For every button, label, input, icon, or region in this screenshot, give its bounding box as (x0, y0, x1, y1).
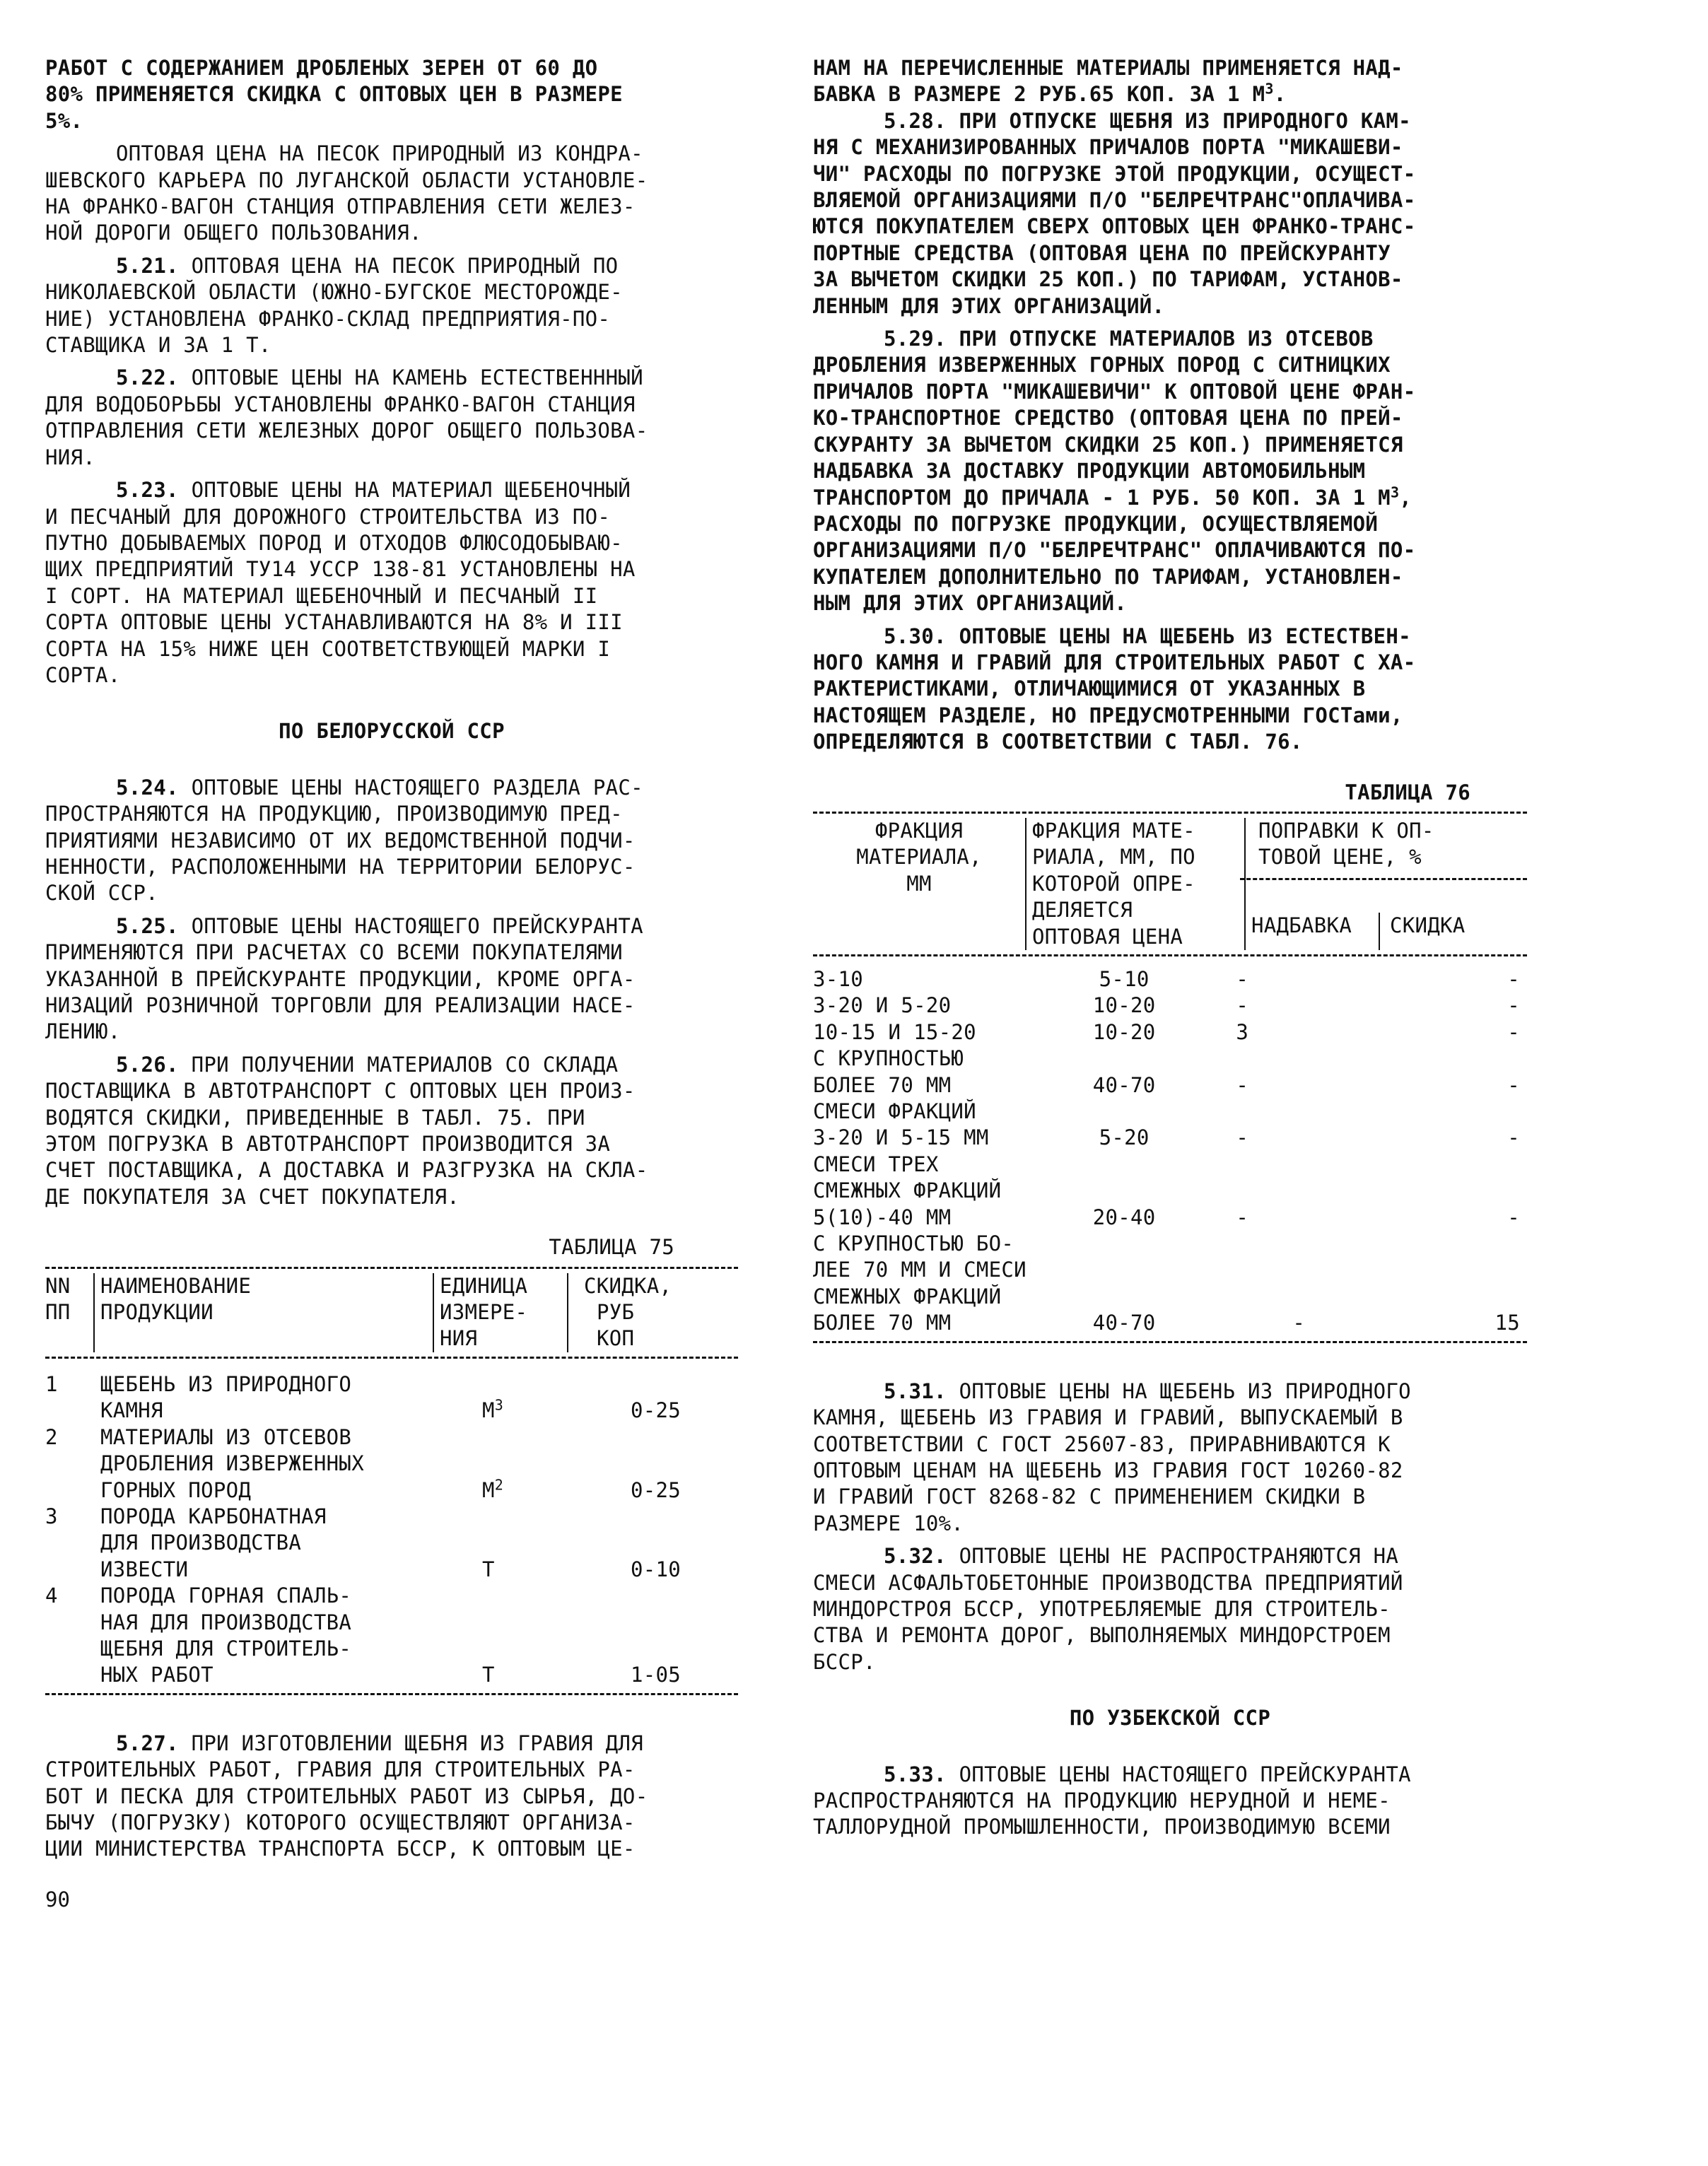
cell-text: 3-20 И 5-20 (813, 993, 952, 1018)
cell-text: БОЛЕЕ 70 ММ (813, 1311, 952, 1335)
text-line: ПРИЧАЛОВ ПОРТА "МИКАШЕВИЧИ" К ОПТОВОЙ ЦЕНЕ ФРАН- (813, 379, 1416, 404)
table-row (813, 1099, 1527, 1152)
text-line: I СОРТ. НА МАТЕРИАЛ ЩЕБЕНОЧНЫЙ И ПЕСЧАНЫЙ II (45, 583, 598, 608)
cell-text: СМЕСИ ФРАКЦИЙ (813, 1099, 976, 1124)
paragraph-5-25 (45, 913, 738, 1046)
cell-text: М (482, 1477, 495, 1502)
paragraph-5-23 (45, 477, 738, 689)
text-line: ЗА ВЫЧЕТОМ СКИДКИ 25 КОП.) ПО ТАРИФАМ, УСТАНОВ- (813, 267, 1403, 292)
paragraph-5-22 (45, 365, 738, 471)
header-text: РИАЛА, ММ, ПО (1032, 845, 1195, 870)
text-line: . (1273, 82, 1287, 107)
text-line: ЮТСЯ ПОКУПАТЕЛЕМ СВЕРХ ОПТОВЫХ ЦЕН ФРАНКО-ТРАНС- (813, 214, 1416, 239)
cell-text: ПОРОДА ГОРНАЯ СПАЛЬ- (100, 1583, 352, 1608)
text-line: ОТПРАВЛЕНИЯ СЕТИ ЖЕЛЕЗНЫХ ДОРОГ ОБЩЕГО ПОЛЬЗОВА- (45, 418, 648, 443)
text-line: РАСХОДЫ ПО ПОГРУЗКЕ ПРОДУКЦИИ, ОСУЩЕСТВЛЯЕМОЙ (813, 511, 1379, 536)
text-line: ЛЕНИЮ. (45, 1019, 121, 1044)
header-discount: СКИДКА (1379, 913, 1527, 950)
cell-text: СМЕЖНЫХ ФРАКЦИЙ (813, 1284, 1002, 1309)
text-line: НИЗАЦИЙ РОЗНИЧНОЙ ТОРГОВЛИ ДЛЯ РЕАЛИЗАЦИИ НАСЕ- (45, 993, 636, 1017)
cell-text: М (482, 1398, 495, 1423)
paragraph-number: 5.26. (116, 1052, 179, 1077)
text-line: НАМ НА ПЕРЕЧИСЛЕННЫЕ МАТЕРИАЛЫ ПРИМЕНЯЕТСЯ НАД- (813, 56, 1403, 80)
cell-text: 3-20 И 5-15 ММ (813, 1125, 989, 1150)
cell-text: СМЕСИ ТРЕХ (813, 1152, 939, 1176)
header-text: ПРОДУКЦИИ (100, 1300, 214, 1325)
text-line: НИЯ. (45, 445, 96, 469)
text-line: ОРГАНИЗАЦИЯМИ П/О "БЕЛРЕЧТРАНС" ОПЛАЧИВАЮТСЯ ПО- (813, 538, 1416, 563)
text-line: НЯ С МЕХАНИЗИРОВАННЫХ ПРИЧАЛОВ ПОРТА "МИКАШЕВИ- (813, 135, 1403, 160)
row-surcharge: - (1236, 1072, 1249, 1097)
row-price-fraction: 10-20 (1092, 993, 1156, 1018)
text-line: ПРИ ПОЛУЧЕНИИ МАТЕРИАЛОВ СО СКЛАДА (178, 1052, 619, 1077)
row-unit (433, 1371, 609, 1424)
text-line: ОПТОВЫЕ ЦЕНЫ НАСТОЯЩЕГО ПРЕЙСКУРАНТА (178, 913, 643, 938)
table-rule (45, 1357, 738, 1359)
paragraph-5-31 (813, 1378, 1527, 1537)
header-discount (568, 1273, 738, 1352)
text-line: БССР. (813, 1649, 876, 1674)
row-discount: - (1507, 1205, 1520, 1229)
cell-text: ИЗВЕСТИ (100, 1557, 189, 1581)
header-text: МАТЕРИАЛА, (856, 845, 982, 870)
text-line: 5%. (45, 108, 83, 133)
table-76 (813, 812, 1527, 1343)
row-fraction (813, 1019, 1026, 1046)
text-line: ПУТНО ДОБЫВАЕМЫХ ПОРОД И ОТХОДОВ ФЛЮСОДОБЫВАЮ- (45, 530, 623, 555)
header-text: ПП (45, 1300, 71, 1325)
cell-text: МАТЕРИАЛЫ ИЗ ОТСЕВОВ (100, 1424, 352, 1449)
text-line: ЦИИ МИНИСТЕРСТВА ТРАНСПОРТА БССР, К ОПТОВЫМ ЦЕ- (45, 1837, 636, 1861)
cell-text: С КРУПНОСТЬЮ (813, 1046, 964, 1071)
cell-text: Т (482, 1663, 495, 1687)
row-num: 1 (45, 1371, 58, 1396)
paragraph-5-33 (813, 1762, 1527, 1841)
table-row (813, 966, 1527, 993)
table-row (813, 1046, 1527, 1099)
header-corrections (1245, 818, 1527, 913)
text-line: НЫМ ДЛЯ ЭТИХ ОРГАНИЗАЦИЙ. (813, 591, 1127, 616)
row-unit (433, 1504, 609, 1583)
text-line: СТАВЩИКА И ЗА 1 Т. (45, 333, 271, 358)
text-line: КО-ТРАНСПОРТНОЕ СРЕДСТВО (ОПТОВАЯ ЦЕНА ПО ПРЕЙ- (813, 406, 1403, 431)
header-unit (433, 1273, 568, 1352)
row-fraction (813, 993, 1026, 1019)
text-line: НАДБАВКА ЗА ДОСТАВКУ ПРОДУКЦИИ АВТОМОБИЛЬНЫМ (813, 459, 1366, 484)
table-row (45, 1424, 738, 1504)
text-line: СМЕСИ АСФАЛЬТОБЕТОННЫЕ ПРОИЗВОДСТВА ПРЕДПРИЯТИЙ (813, 1570, 1403, 1595)
table-76-body (813, 966, 1527, 1337)
row-discount: - (1507, 1072, 1520, 1097)
text-line: ЩИХ ПРЕДПРИЯТИЙ ТУ14 УССР 138-81 УСТАНОВЛЕНЫ НА (45, 557, 636, 582)
text-line: ОПТОВЫЕ ЦЕНЫ НАСТОЯЩЕГО РАЗДЕЛА РАС- (178, 775, 643, 800)
text-line: ОПТОВЫЕ ЦЕНЫ НЕ РАСПРОСТРАНЯЮТСЯ НА (946, 1544, 1399, 1569)
cell-text: 10-15 И 15-20 (813, 1019, 976, 1044)
text-line: НА ФРАНКО-ВАГОН СТАНЦИЯ ОТПРАВЛЕНИЯ СЕТИ ЖЕЛЕЗ- (45, 194, 636, 219)
header-text: ДЕЛЯЕТСЯ (1032, 898, 1133, 923)
paragraph-5-26 (45, 1052, 738, 1210)
cell-text: НЫХ РАБОТ (100, 1663, 214, 1687)
table-row (813, 993, 1527, 1019)
table-row (813, 1019, 1527, 1046)
header-text: КОТОРОЙ ОПРЕ- (1032, 871, 1195, 896)
text-line: НОЙ ДОРОГИ ОБЩЕГО ПОЛЬЗОВАНИЯ. (45, 221, 422, 245)
text-line: РАСПРОСТРАНЯЮТСЯ НА ПРОДУКЦИЮ НЕРУДНОЙ И НЕМЕ- (813, 1788, 1391, 1813)
text-line: ОПТОВЫЕ ЦЕНЫ НА МАТЕРИАЛ ЩЕБЕНОЧНЫЙ (178, 478, 631, 503)
table-75-header (45, 1273, 738, 1352)
row-name (93, 1371, 433, 1424)
text-line: СОРТА. (45, 662, 121, 687)
row-surcharge: - (1292, 1311, 1306, 1335)
text-line: НАСТОЯЩЕМ РАЗДЕЛЕ, НО ПРЕДУСМОТРЕННЫМИ ГОСТами, (813, 703, 1403, 727)
paragraph-5-28 (813, 108, 1527, 320)
row-fraction (813, 966, 1026, 993)
text-line: ДЛЯ ВОДОБОРЬБЫ УСТАНОВЛЕНЫ ФРАНКО-ВАГОН СТАНЦИЯ (45, 392, 636, 416)
header-price-fraction (1026, 818, 1245, 950)
text-line: КУПАТЕЛЕМ ДОПОЛНИТЕЛЬНО ПО ТАРИФАМ, УСТАНОВЛЕН- (813, 564, 1403, 589)
header-text: ИЗМЕРЕ- (440, 1300, 528, 1325)
table-rule (813, 812, 1527, 814)
text-line: ОПТОВЫЕ ЦЕНЫ НАСТОЯЩЕГО ПРЕЙСКУРАНТА (946, 1762, 1411, 1786)
text-line: ПРИЯТИЯМИ НЕЗАВИСИМО ОТ ИХ ВЕДОМСТВЕННОЙ ПОДЧИ- (45, 828, 636, 853)
table-75 (45, 1267, 738, 1695)
row-surcharge: - (1236, 967, 1249, 991)
paragraph-number: 5.30. (884, 624, 947, 648)
paragraph-5-29 (813, 326, 1527, 616)
row-fraction (813, 1099, 1026, 1152)
row-discount: - (1507, 967, 1520, 991)
text-line: РАКТЕРИСТИКАМИ, ОТЛИЧАЮЩИМИСЯ ОТ УКАЗАННЫХ В (813, 677, 1366, 701)
text-line: ЭТОМ ПОГРУЗКА В АВТОТРАНСПОРТ ПРОИЗВОДИТСЯ ЗА (45, 1132, 611, 1157)
text-line: РАБОТ С СОДЕРЖАНИЕМ ДРОБЛЕНЫХ ЗЕРЕН ОТ 60 ДО (45, 56, 598, 80)
header-text: NN (45, 1273, 71, 1298)
text-line: ДРОБЛЕНИЯ ИЗВЕРЖЕННЫХ ГОРНЫХ ПОРОД С СИТНИЦКИХ (813, 353, 1391, 377)
text-line: БОТ И ПЕСКА ДЛЯ СТРОИТЕЛЬНЫХ РАБОТ ИЗ СЫРЬЯ, ДО- (45, 1784, 648, 1808)
paragraph-number: 5.22. (116, 365, 179, 390)
paragraph-number: 5.32. (884, 1544, 947, 1569)
text-line: ПОСТАВЩИКА В АВТОТРАНСПОРТ С ОПТОВЫХ ЦЕН ПРОИЗ- (45, 1079, 636, 1104)
cell-text: 3-10 (813, 967, 864, 991)
text-line: СКУРАНТУ ЗА ВЫЧЕТОМ СКИДКИ 25 КОП.) ПРИМЕНЯЕТСЯ (813, 432, 1403, 457)
text-line: ОПТОВЫЕ ЦЕНЫ НА ЩЕБЕНЬ ИЗ ПРИРОДНОГО (946, 1378, 1411, 1403)
paragraph-continuation (813, 55, 1527, 108)
row-fraction (813, 1152, 1026, 1231)
text-line: КАМНЯ, ЩЕБЕНЬ ИЗ ГРАВИЯ И ГРАВИЙ, ВЫПУСКАЕМЫЙ В (813, 1405, 1403, 1430)
text-line: НЕННОСТИ, РАСПОЛОЖЕННЫМИ НА ТЕРРИТОРИИ БЕЛОРУС- (45, 854, 636, 879)
paragraph-number: 5.25. (116, 913, 179, 938)
cell-text: ПОРОДА КАРБОНАТНАЯ (100, 1504, 327, 1528)
paragraph-sand-kondrashevsky (45, 141, 738, 247)
text-line: БЫЧУ (ПОГРУЗКУ) КОТОРОГО ОСУЩЕСТВЛЯЮТ ОРГАНИЗА- (45, 1810, 636, 1834)
cell-text: ДЛЯ ПРОИЗВОДСТВА (100, 1530, 302, 1555)
paragraph-intro (45, 55, 738, 134)
paragraph-number: 5.28. (884, 108, 947, 133)
text-line: УКАЗАННОЙ В ПРЕЙСКУРАНТЕ ПРОДУКЦИИ, КРОМЕ ОРГА- (45, 966, 636, 991)
header-num (45, 1273, 94, 1352)
text-line: СОРТА ОПТОВЫЕ ЦЕНЫ УСТАНАВЛИВАЮТСЯ НА 8% И III (45, 610, 623, 635)
text-line: ВОДЯТСЯ СКИДКИ, ПРИВЕДЕННЫЕ В ТАБЛ. 75. ПРИ (45, 1105, 585, 1130)
cell-text: ЩЕБНЯ ДЛЯ СТРОИТЕЛЬ- (100, 1636, 352, 1661)
text-line: ПРИ ИЗГОТОВЛЕНИИ ЩЕБНЯ ИЗ ГРАВИЯ ДЛЯ (178, 1731, 643, 1755)
paragraph-number: 5.33. (884, 1762, 947, 1786)
cell-text: С КРУПНОСТЬЮ БО- (813, 1231, 1014, 1256)
row-price-fraction: 5-20 (1099, 1125, 1150, 1150)
text-line: ОПТОВАЯ ЦЕНА НА ПЕСОК ПРИРОДНЫЙ ПО (178, 253, 619, 278)
row-surcharge: - (1236, 1205, 1249, 1229)
row-surcharge: - (1236, 993, 1249, 1018)
row-price-fraction: 20-40 (1092, 1205, 1156, 1229)
cell-text: ЛЕЕ 70 ММ И СМЕСИ (813, 1258, 1026, 1282)
header-text: НИЯ (440, 1326, 478, 1351)
row-price-fraction: 40-70 (1092, 1311, 1156, 1335)
text-line: НОГО КАМНЯ И ГРАВИЙ ДЛЯ СТРОИТЕЛЬНЫХ РАБОТ С ХА- (813, 650, 1416, 674)
row-unit (433, 1583, 609, 1689)
text-line: ЧИ" РАСХОДЫ ПО ПОГРУЗКЕ ЭТОЙ ПРОДУКЦИИ, ОСУЩЕСТ- (813, 161, 1416, 186)
paragraph-5-30 (813, 624, 1527, 756)
row-name (93, 1424, 433, 1504)
paragraph-5-24 (45, 775, 738, 907)
header-text: КОП (597, 1326, 635, 1351)
row-surcharge: 3 (1236, 1019, 1249, 1044)
page-number: 90 (45, 1887, 70, 1912)
header-text: ОПТОВАЯ ЦЕНА (1032, 924, 1183, 949)
text-line: ОПТОВЫЕ ЦЕНЫ НА ЩЕБЕНЬ ИЗ ЕСТЕСТВЕН- (946, 624, 1411, 648)
table-row (813, 1231, 1527, 1337)
section-heading-uzbekistan: ПО УЗБЕКСКОЙ ССР (1069, 1706, 1271, 1731)
cell-text: БОЛЕЕ 70 ММ (813, 1072, 952, 1097)
header-text: ТОВОЙ ЦЕНЕ, % (1258, 845, 1422, 870)
table-row (45, 1583, 738, 1689)
paragraph-number: 5.23. (116, 478, 179, 503)
row-num: 4 (45, 1583, 58, 1608)
cell-text: КАМНЯ (100, 1398, 163, 1423)
text-line: МИНДОРСТРОЯ БССР, УПОТРЕБЛЯЕМЫЕ ДЛЯ СТРОИТЕЛЬ- (813, 1596, 1391, 1621)
row-discount: - (1507, 1125, 1520, 1150)
cell-text: Т (482, 1557, 495, 1581)
text-line: , (1399, 485, 1412, 510)
paragraph-5-27 (45, 1731, 738, 1863)
table-75-caption: ТАБЛИЦА 75 (549, 1235, 674, 1260)
row-price-fraction: 10-20 (1092, 1019, 1156, 1044)
row-value: 0-10 (631, 1557, 682, 1581)
header-surcharge: НАДБАВКА (1245, 913, 1379, 950)
text-line: ПРИ ОТПУСКЕ ЩЕБНЯ ИЗ ПРИРОДНОГО КАМ- (946, 108, 1411, 133)
paragraph-number: 5.24. (116, 775, 179, 800)
text-line: СОРТА НА 15% НИЖЕ ЦЕН СООТВЕТСТВУЮЩЕЙ МАРКИ I (45, 636, 611, 661)
text-line: СЧЕТ ПОСТАВЩИКА, А ДОСТАВКА И РАЗГРУЗКА НА СКЛА- (45, 1158, 648, 1183)
cell-text: СМЕЖНЫХ ФРАКЦИЙ (813, 1178, 1002, 1203)
cell-text: ЩЕБЕНЬ ИЗ ПРИРОДНОГО (100, 1371, 352, 1396)
header-text: ФРАКЦИЯ (875, 818, 964, 843)
paragraph-number: 5.21. (116, 253, 179, 278)
header-text: ФРАКЦИЯ МАТЕ- (1032, 818, 1195, 843)
text-line: СООТВЕТСТВИИ С ГОСТ 25607-83, ПРИРАВНИВАЮТСЯ К (813, 1432, 1391, 1456)
header-name (94, 1273, 433, 1352)
text-line: ОПРЕДЕЛЯЮТСЯ В СООТВЕТСТВИИ С ТАБЛ. 76. (813, 730, 1303, 754)
cell-text: ГОРНЫХ ПОРОД (100, 1477, 252, 1502)
text-line: И ПЕСЧАНЫЙ ДЛЯ ДОРОЖНОГО СТРОИТЕЛЬСТВА ИЗ ПО- (45, 504, 611, 529)
left-column (45, 55, 738, 1863)
text-line: СТРОИТЕЛЬНЫХ РАБОТ, ГРАВИЯ ДЛЯ СТРОИТЕЛЬНЫХ РА- (45, 1757, 636, 1782)
header-fraction (813, 818, 1026, 950)
table-rule (45, 1693, 738, 1695)
table-rule (813, 954, 1527, 956)
unit-superscript: 3 (1390, 483, 1400, 500)
text-line: ЛЕННЫМ ДЛЯ ЭТИХ ОРГАНИЗАЦИЙ. (813, 293, 1165, 318)
text-line: БАВКА В РАЗМЕРЕ 2 РУБ.65 КОП. ЗА 1 М (813, 82, 1265, 107)
text-line: НИКОЛАЕВСКОЙ ОБЛАСТИ (ЮЖНО-БУГСКОЕ МЕСТОРОЖДЕ- (45, 280, 623, 305)
row-discount: 15 (1494, 1311, 1520, 1335)
row-value: 1-05 (631, 1663, 682, 1687)
text-line: ПРИМЕНЯЮТСЯ ПРИ РАСЧЕТАХ СО ВСЕМИ ПОКУПАТЕЛЯМИ (45, 940, 623, 965)
unit-superscript: 2 (494, 1475, 504, 1493)
row-name (93, 1504, 433, 1583)
text-line: ДЕ ПОКУПАТЕЛЯ ЗА СЧЕТ ПОКУПАТЕЛЯ. (45, 1184, 460, 1209)
row-name (93, 1583, 433, 1689)
header-text: СКИДКА, (584, 1273, 672, 1298)
text-line: 80% ПРИМЕНЯЕТСЯ СКИДКА С ОПТОВЫХ ЦЕН В РАЗМЕРЕ (45, 82, 623, 107)
table-rule (813, 1341, 1527, 1343)
cell-text: ДРОБЛЕНИЯ ИЗВЕРЖЕННЫХ (100, 1451, 364, 1476)
table-76-caption: ТАБЛИЦА 76 (1345, 780, 1470, 804)
cell-text: 5(10)-40 ММ (813, 1205, 952, 1229)
text-line: ОПТОВЫЕ ЦЕНЫ НА КАМЕНЬ ЕСТЕСТВЕНННЫЙ (178, 365, 643, 390)
row-num: 3 (45, 1504, 58, 1528)
text-line: ПРОСТРАНЯЮТСЯ НА ПРОДУКЦИЮ, ПРОИЗВОДИМУЮ ПРЕД- (45, 802, 623, 826)
header-text: ЕДИНИЦА (440, 1273, 528, 1298)
text-line: ПОРТНЫЕ СРЕДСТВА (ОПТОВАЯ ЦЕНА ПО ПРЕЙСКУРАНТУ (813, 240, 1391, 265)
row-value: 0-25 (631, 1398, 682, 1423)
cell-text: НАЯ ДЛЯ ПРОИЗВОДСТВА (100, 1610, 352, 1634)
row-num: 2 (45, 1424, 58, 1449)
text-line: ОПТОВЫМ ЦЕНАМ НА ЩЕБЕНЬ ИЗ ГРАВИЯ ГОСТ 10260-82 (813, 1458, 1403, 1482)
table-row (813, 1152, 1527, 1231)
row-surcharge: - (1236, 1125, 1249, 1150)
text-line: СТВА И РЕМОНТА ДОРОГ, ВЫПОЛНЯЕМЫХ МИНДОРСТРОЕМ (813, 1623, 1391, 1648)
header-text: РУБ (597, 1300, 635, 1325)
row-unit (433, 1424, 609, 1504)
text-line: СКОЙ ССР. (45, 881, 158, 906)
table-75-body (45, 1371, 738, 1689)
row-fraction (813, 1231, 1026, 1337)
paragraph-5-21 (45, 253, 738, 359)
text-line: ОПТОВАЯ ЦЕНА НА ПЕСОК ПРИРОДНЫЙ ИЗ КОНДРА- (116, 141, 643, 166)
paragraph-number: 5.29. (884, 327, 947, 351)
text-line: ТРАНСПОРТОМ ДО ПРИЧАЛА - 1 РУБ. 50 КОП. ЗА 1 М (813, 485, 1391, 510)
row-discount: - (1507, 993, 1520, 1018)
text-line: ТАЛЛОРУДНОЙ ПРОМЫШЛЕННОСТИ, ПРОИЗВОДИМУЮ ВСЕМИ (813, 1815, 1391, 1839)
table-row (45, 1504, 738, 1583)
header-text: ММ (906, 871, 932, 896)
text-line: НИЕ) УСТАНОВЛЕНА ФРАНКО-СКЛАД ПРЕДПРИЯТИЯ-ПО- (45, 306, 611, 331)
row-price-fraction: 5-10 (1099, 967, 1150, 991)
table-76-header (813, 818, 1527, 950)
header-text: ПОПРАВКИ К ОП- (1258, 818, 1434, 843)
row-fraction (813, 1046, 1026, 1099)
unit-superscript: 3 (1265, 80, 1274, 98)
text-line: РАЗМЕРЕ 10%. (813, 1511, 964, 1535)
paragraph-5-32 (813, 1543, 1527, 1675)
text-line: И ГРАВИЙ ГОСТ 8268-82 С ПРИМЕНЕНИЕМ СКИДКИ В (813, 1485, 1366, 1509)
paragraph-number: 5.31. (884, 1378, 947, 1403)
text-line: ВЛЯЕМОЙ ОРГАНИЗАЦИЯМИ П/О "БЕЛРЕЧТРАНС"ОПЛАЧИВА- (813, 188, 1416, 213)
row-discount: - (1507, 1019, 1520, 1044)
right-column (813, 55, 1527, 1841)
unit-superscript: 3 (494, 1396, 504, 1414)
text-line: ПРИ ОТПУСКЕ МАТЕРИАЛОВ ИЗ ОТСЕВОВ (946, 327, 1374, 351)
text-line: ШЕВСКОГО КАРЬЕРА ПО ЛУГАНСКОЙ ОБЛАСТИ УСТАНОВЛЕ- (45, 168, 648, 192)
header-text: НАИМЕНОВАНИЕ (100, 1273, 252, 1298)
row-price-fraction: 40-70 (1092, 1072, 1156, 1097)
section-heading-belarus: ПО БЕЛОРУССКОЙ ССР (279, 719, 505, 744)
row-value: 0-25 (631, 1477, 682, 1502)
table-rule (45, 1267, 738, 1269)
table-row (45, 1371, 738, 1424)
paragraph-number: 5.27. (116, 1731, 179, 1755)
